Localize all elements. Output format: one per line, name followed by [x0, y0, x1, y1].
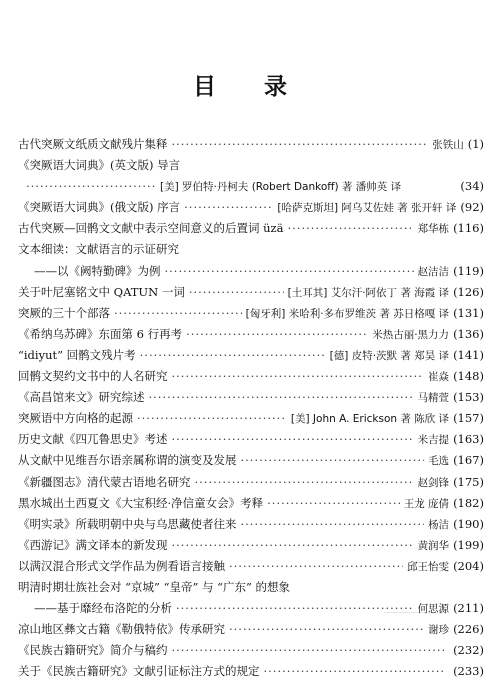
leader-dots — [172, 535, 414, 556]
entry-author: [美] John A. Erickson 著 陈欣 译 — [290, 413, 450, 426]
toc-entry — [18, 429, 484, 450]
toc-entry — [18, 303, 484, 324]
entry-author: [哈萨克斯坦] 阿乌艾佐娃 著 张开轩 译 — [277, 202, 457, 215]
entry-page: (226) — [453, 622, 484, 637]
leader-dots — [186, 324, 368, 345]
entry-title: 明清时期壮族社会对 “京城” “皇帝” 与 “广东” 的想象 — [18, 579, 291, 594]
entry-author: 谢珍 — [428, 624, 450, 637]
entry-author: 王龙 庞倩 — [403, 497, 450, 510]
toc-entry — [18, 493, 484, 514]
entry-author: [德] 皮特·茨默 著 郑昊 译 — [329, 349, 450, 362]
leader-dots — [195, 472, 414, 493]
toc-entry — [18, 218, 484, 239]
page-title: 目 录 — [192, 74, 307, 100]
entry-author: 马精萱 — [417, 392, 450, 405]
leader-dots — [241, 450, 425, 471]
entry-author: 崔焱 — [428, 371, 450, 384]
entry-author: 杨洁 — [428, 518, 450, 531]
leader-dots — [172, 134, 429, 155]
entry-title: 《希纳乌苏碑》东面第 6 行再考 — [18, 326, 183, 341]
leader-dots — [184, 197, 273, 218]
entry-page: (136) — [453, 326, 484, 341]
entry-author: 米吉提 — [417, 434, 450, 447]
toc-entry — [18, 366, 484, 387]
toc-list — [18, 134, 484, 682]
entry-title: 突厥的三十个部落 — [18, 305, 110, 320]
entry-title: 《高昌馆来文》研究综述 — [18, 390, 145, 405]
entry-page: (175) — [453, 474, 484, 489]
leader-dots — [172, 640, 446, 661]
entry-author: 赵剑锋 — [417, 476, 450, 489]
toc-entry — [18, 176, 484, 197]
toc-entry — [18, 345, 484, 366]
entry-page: (157) — [453, 411, 484, 426]
entry-page: (34) — [460, 179, 484, 194]
entry-title: ——基于靡经布洛陀的分析 — [34, 601, 172, 616]
entry-title: 《突厥语大词典》(英文版) 导言 — [18, 158, 181, 173]
toc-entry — [18, 535, 484, 556]
entry-title: 文本细读：文献语言的示证研究 — [18, 242, 179, 257]
entry-title: 回鹘文契约文书中的人名研究 — [18, 369, 168, 384]
entry-page: (182) — [453, 495, 484, 510]
entry-title: 古代突厥—回鹘文文献中表示空间意义的后置词 üzä — [18, 221, 284, 236]
entry-page: (116) — [453, 221, 484, 236]
toc-entry — [18, 324, 484, 345]
entry-title: 历史文献《四兀鲁思史》考述 — [18, 432, 168, 447]
entry-author: [匈牙利] 米哈利·多布罗维茨 著 苏日格嘎 译 — [245, 307, 450, 320]
scan-mark — [384, 612, 424, 631]
toc-entry — [18, 661, 484, 682]
entry-author: 何思源 — [417, 603, 450, 616]
entry-author: 张铁山 — [432, 139, 464, 151]
leader-dots — [26, 176, 156, 197]
entry-title: 《西游记》满文译本的新发现 — [18, 537, 168, 552]
toc-entry — [18, 408, 484, 429]
entry-page: (233) — [453, 664, 484, 679]
entry-title: 关于叶尼塞铭文中 QATUN 一词 — [18, 284, 185, 299]
entry-page: (1) — [467, 137, 484, 151]
entry-title: 以满汉混合形式文学作品为例看语言接触 — [18, 558, 225, 573]
entry-author: 毛选 — [428, 455, 450, 468]
entry-author: 郑华栋 — [417, 223, 450, 236]
leader-dots — [229, 556, 403, 577]
entry-page: (199) — [453, 537, 484, 552]
entry-author: 邱王怡雯 — [407, 560, 450, 573]
entry-title: [美] 罗伯特·丹柯夫 (Robert Dankoff) 著 潘帅英 译 — [160, 181, 402, 194]
entry-title: 从文献中见维吾尔语亲属称谓的演变及发展 — [18, 453, 237, 468]
leader-dots — [267, 493, 400, 514]
entry-title: “idiyut” 回鹘文残片考 — [18, 347, 136, 362]
entry-page: (131) — [453, 305, 484, 320]
toc-entry — [18, 514, 484, 535]
toc-entry — [18, 282, 484, 303]
entry-title: 黑水城出土西夏文《大宝积经·净信童女会》考释 — [18, 495, 264, 510]
toc-entry — [18, 134, 484, 155]
entry-page: (119) — [453, 263, 484, 278]
entry-page: (211) — [453, 601, 484, 616]
entry-title: ——以《阙特勤碑》为例 — [34, 263, 161, 278]
entry-author: 黄润华 — [417, 539, 450, 552]
entry-title: 《民族古籍研究》简介与稿约 — [18, 643, 168, 658]
toc-entry — [18, 239, 484, 260]
leader-dots — [176, 598, 414, 619]
entry-author: 米热古丽·黑力力 — [372, 328, 450, 341]
toc-entry — [18, 472, 484, 493]
toc-entry — [18, 556, 484, 577]
leader-dots — [137, 408, 287, 429]
leader-dots — [287, 218, 413, 239]
entry-title: 突厥语中方向格的起源 — [18, 411, 133, 426]
entry-page: (141) — [453, 347, 484, 362]
toc-entry — [18, 261, 484, 282]
toc-entry — [18, 640, 484, 661]
entry-page: (153) — [453, 390, 484, 405]
leader-dots — [189, 282, 284, 303]
toc-entry — [18, 197, 484, 218]
leader-dots — [172, 429, 414, 450]
entry-page: (204) — [453, 558, 484, 573]
toc-entry — [18, 450, 484, 471]
entry-author: 赵洁洁 — [417, 265, 450, 278]
entry-title: 《明实录》所载明朝中央与乌思藏使者往来 — [18, 516, 237, 531]
entry-page: (92) — [460, 200, 484, 215]
leader-dots — [114, 303, 242, 324]
entry-title: 古代突厥文纸质文献残片集释 — [18, 137, 168, 151]
leader-dots — [172, 366, 425, 387]
toc-entry — [18, 155, 484, 176]
leader-dots — [149, 387, 414, 408]
entry-author: [土耳其] 艾尔汗·阿依丁 著 海霞 译 — [287, 286, 450, 299]
toc-entry — [18, 387, 484, 408]
entry-title: 凉山地区彝文古籍《勒俄特依》传承研究 — [18, 622, 225, 637]
toc-entry — [18, 577, 484, 598]
entry-page: (148) — [453, 369, 484, 384]
leader-dots — [165, 261, 414, 282]
entry-page: (126) — [453, 284, 484, 299]
entry-title: 关于《民族古籍研究》文献引证标注方式的规定 — [18, 664, 260, 679]
entry-page: (167) — [453, 453, 484, 468]
leader-dots — [140, 345, 326, 366]
entry-page: (232) — [453, 643, 484, 658]
entry-page: (190) — [453, 516, 484, 531]
entry-title: 《突厥语大词典》(俄文版) 序言 — [18, 200, 181, 215]
leader-dots — [241, 514, 425, 535]
entry-title: 《新疆图志》清代蒙古语地名研究 — [18, 474, 191, 489]
entry-page: (163) — [453, 432, 484, 447]
leader-dots — [264, 661, 446, 682]
